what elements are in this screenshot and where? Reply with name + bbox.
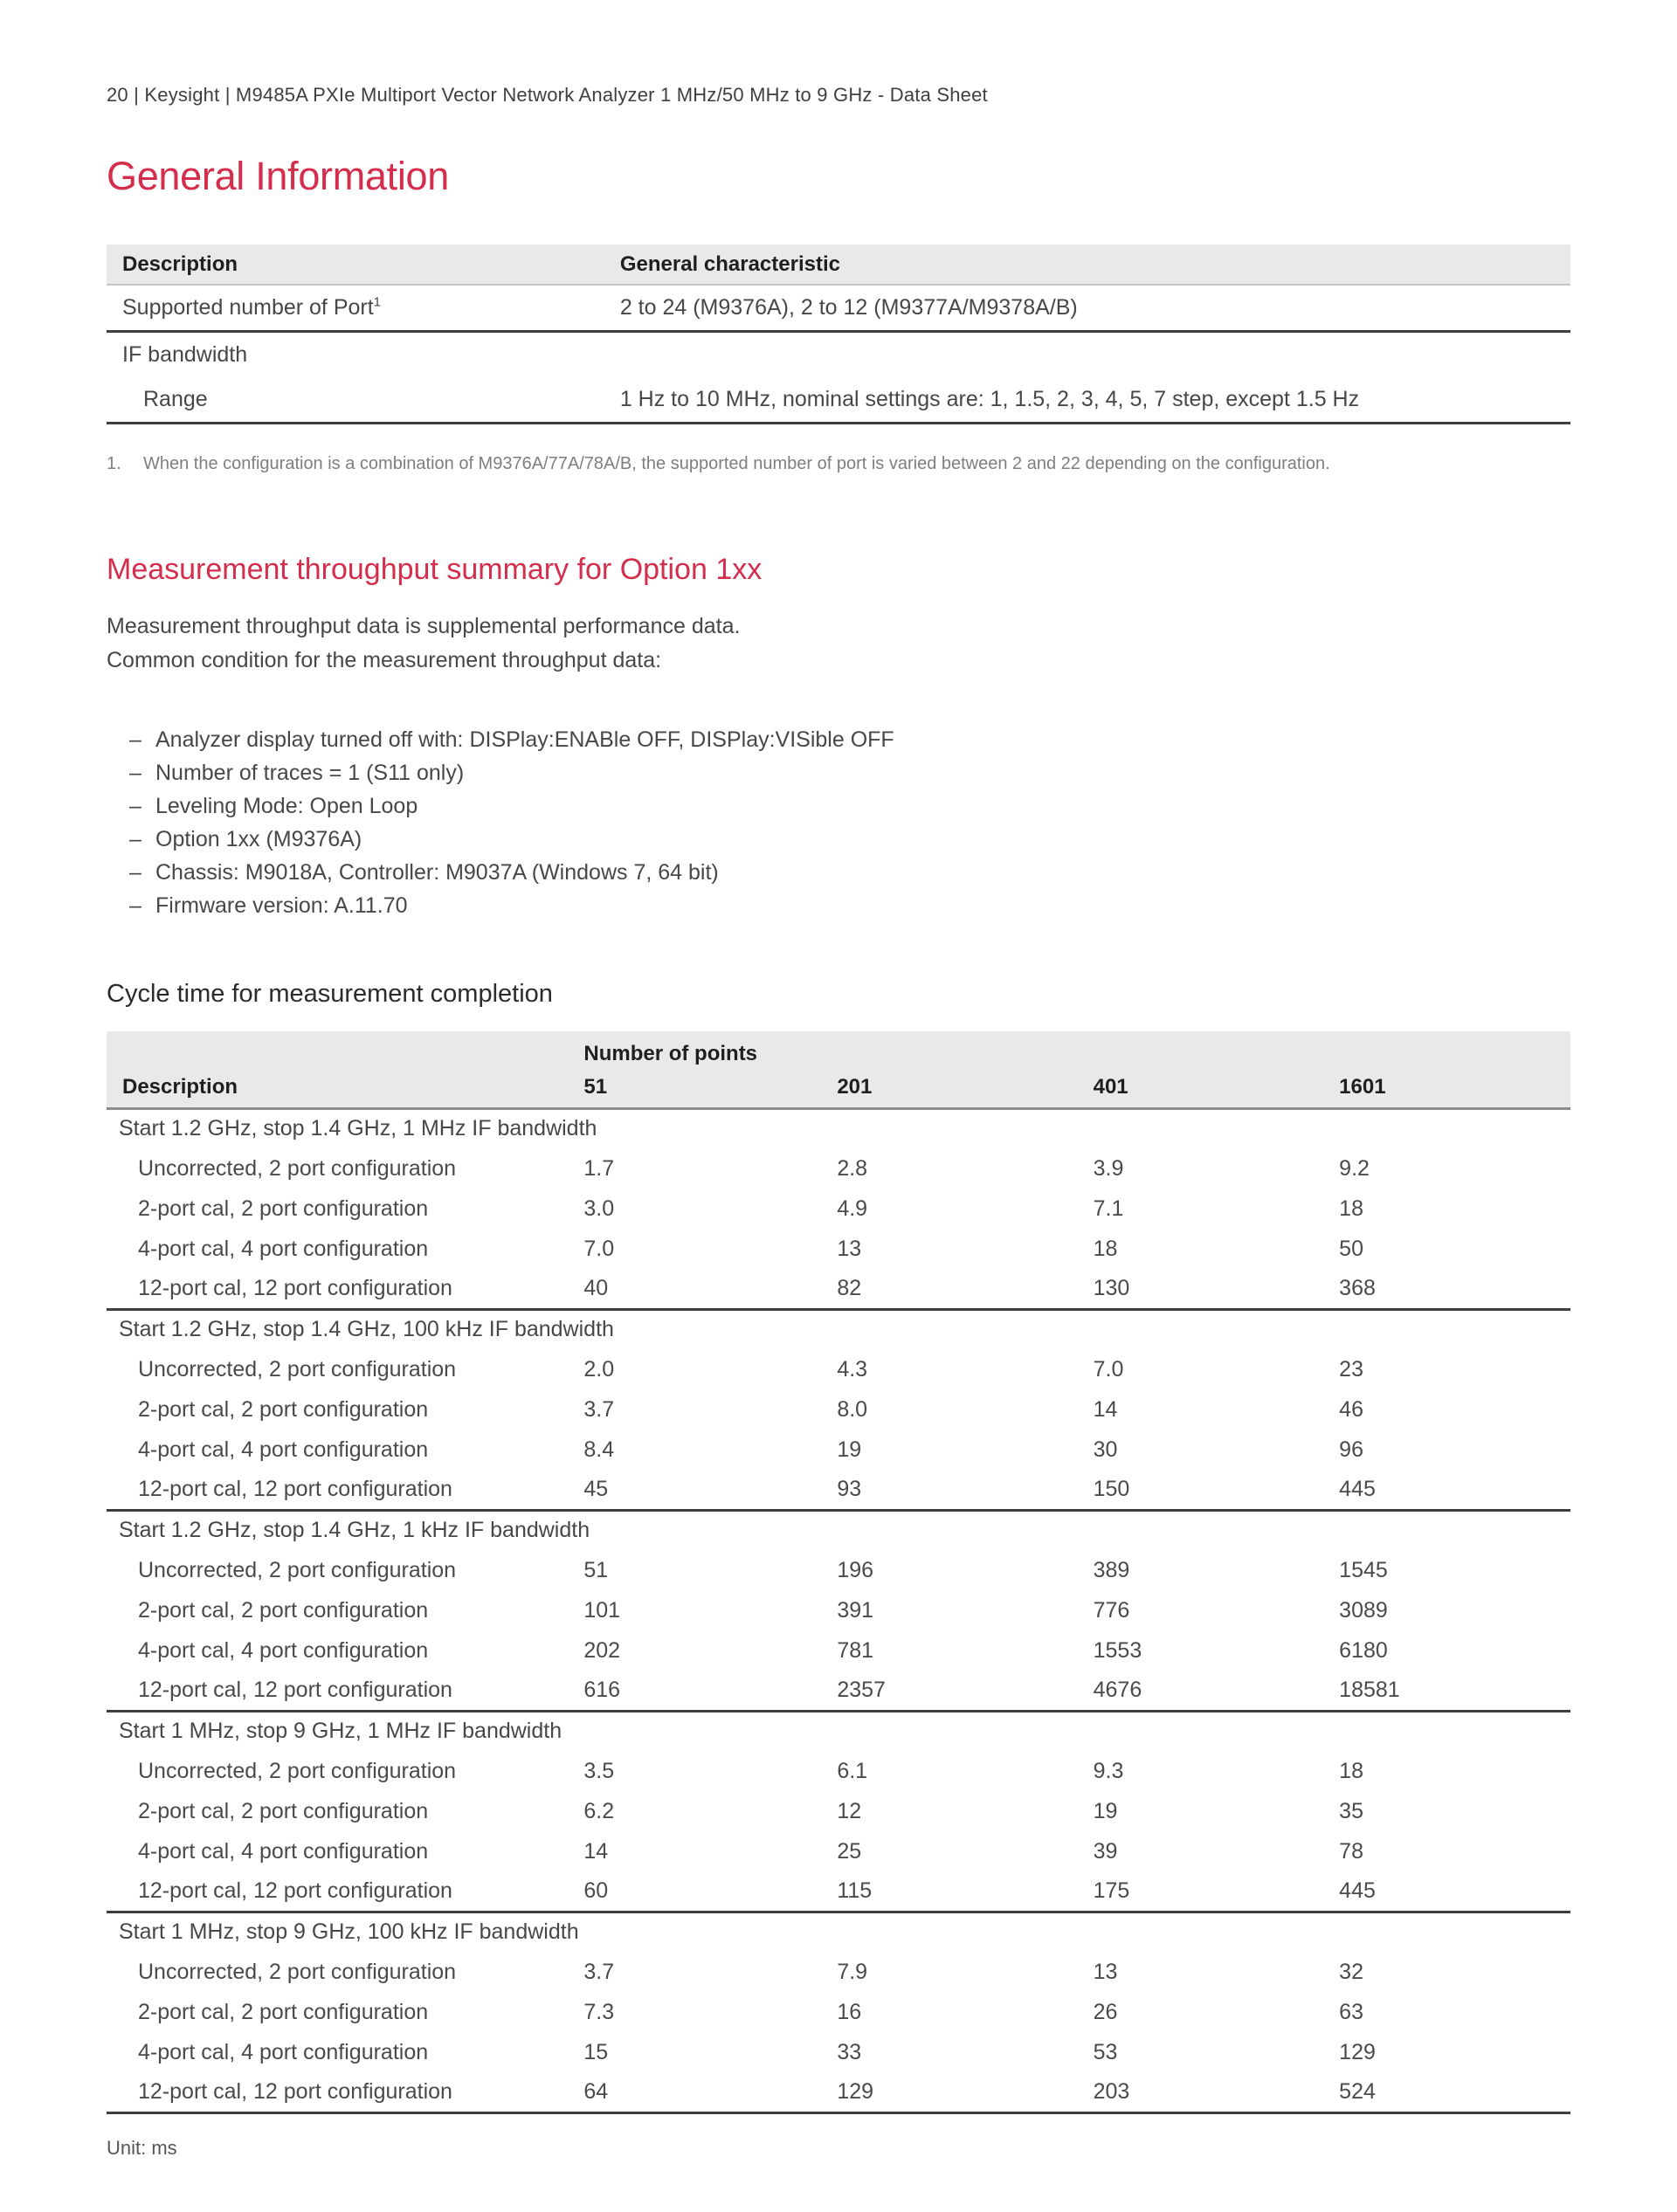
- cycle-value: 35: [1339, 1798, 1363, 1823]
- group-header-label: Start 1.2 GHz, stop 1.4 GHz, 1 kHz IF bandwidth: [119, 1518, 590, 1543]
- group-header-label: Start 1 MHz, stop 9 GHz, 1 MHz IF bandwidth: [119, 1719, 562, 1744]
- cycle-value: 46: [1339, 1396, 1363, 1422]
- cycle-table-row: [107, 1751, 1570, 1791]
- cycle-value: 616: [583, 1671, 837, 1711]
- points-header-row: [107, 1031, 1570, 1068]
- unit-note: Unit: ms: [107, 2136, 177, 2159]
- cycle-table-row: [107, 1791, 1570, 1831]
- condition-text: Firmware version: A.11.70: [155, 893, 408, 918]
- cycle-value: 40: [583, 1269, 837, 1309]
- cycle-value: 93: [837, 1470, 1093, 1510]
- row-label: 12-port cal, 12 port configuration: [107, 1871, 583, 1912]
- number-of-points-header: Number of points: [583, 1031, 1570, 1068]
- cycle-time-table: [107, 1031, 1570, 2114]
- cycle-value: 39: [1093, 1838, 1118, 1864]
- general-info-table: [107, 245, 1570, 424]
- general-table-row: [107, 285, 1570, 332]
- column-header-1601: 1601: [1339, 1068, 1570, 1108]
- cycle-value: 9.2: [1339, 1155, 1370, 1181]
- cycle-value: 82: [837, 1269, 1093, 1309]
- cycle-value: 18: [1093, 1236, 1118, 1261]
- cycle-value: 18581: [1339, 1671, 1570, 1711]
- cycle-value: 101: [583, 1597, 621, 1623]
- cycle-value: 129: [837, 2072, 1093, 2112]
- cycle-table-row: [107, 1952, 1570, 1992]
- cycle-table-row: [107, 1389, 1570, 1430]
- row-label: 12-port cal, 12 port configuration: [107, 1671, 583, 1711]
- cycle-value: 4.9: [837, 1196, 868, 1221]
- cycle-value: 2.8: [837, 1155, 868, 1181]
- dash-marker: –: [129, 761, 141, 785]
- intro-line-2: Common condition for the measurement throughput data:: [107, 648, 662, 672]
- cycle-table-row: [107, 1550, 1570, 1590]
- cycle-value: 19: [1093, 1798, 1118, 1823]
- cycle-value: 175: [1094, 1871, 1340, 1912]
- cycle-value: 1545: [1339, 1557, 1388, 1582]
- intro-line-1: Measurement throughput data is supplemental performance data.: [107, 614, 741, 638]
- row-label: [107, 285, 604, 332]
- cycle-value: 45: [583, 1470, 837, 1510]
- cycle-table-row: [107, 2072, 1570, 2112]
- cycle-table-row: [107, 1430, 1570, 1470]
- row-label: 2-port cal, 2 port configuration: [138, 1798, 429, 1823]
- group-header-row: [107, 1510, 1570, 1550]
- cycle-value: 7.0: [1093, 1356, 1124, 1382]
- cycle-table-row: [107, 1590, 1570, 1630]
- cycle-table-title: Cycle time for measurement completion: [107, 980, 553, 1008]
- cycle-value: 64: [583, 2072, 837, 2112]
- row-label: 4-port cal, 4 port configuration: [138, 1838, 429, 1864]
- row-label: 4-port cal, 4 port configuration: [138, 2039, 429, 2064]
- cycle-value: 96: [1339, 1437, 1363, 1462]
- cycle-value: 203: [1094, 2072, 1340, 2112]
- cycle-value: 18: [1339, 1196, 1363, 1221]
- cycle-value: 115: [837, 1871, 1093, 1912]
- group-header-row: [107, 1309, 1570, 1349]
- condition-text: Option 1xx (M9376A): [155, 827, 362, 851]
- row-label: Uncorrected, 2 port configuration: [138, 1557, 457, 1582]
- cycle-value: 1.7: [583, 1155, 615, 1181]
- cycle-value: 12: [837, 1798, 862, 1823]
- cycle-table-row: [107, 1470, 1570, 1510]
- row-label: 4-port cal, 4 port configuration: [138, 1236, 429, 1261]
- condition-text: Analyzer display turned off with: DISPlay:ENABle OFF, DISPlay:VISible OFF: [155, 727, 894, 752]
- cycle-value: 3.0: [583, 1196, 615, 1221]
- cycle-value: 9.3: [1093, 1758, 1124, 1783]
- cycle-value: 14: [1093, 1396, 1118, 1422]
- cycle-table-row: [107, 1992, 1570, 2032]
- cycle-value: 150: [1094, 1470, 1340, 1510]
- group-header-label: Start 1 MHz, stop 9 GHz, 100 kHz IF bandwidth: [119, 1919, 579, 1945]
- row-label-text: IF bandwidth: [122, 342, 248, 367]
- general-table-row: [107, 377, 1570, 424]
- cycle-table-row: [107, 1229, 1570, 1269]
- page-title: General Information: [107, 154, 450, 198]
- cycle-value: 15: [583, 2039, 609, 2064]
- cycle-value: 16: [837, 1999, 862, 2024]
- column-header-description: Description: [107, 245, 604, 285]
- condition-list: [107, 723, 1570, 922]
- page-header: 20 | Keysight | M9485A PXIe Multiport Vector Network Analyzer 1 MHz/50 MHz to 9 GHz - Data Sheet: [107, 84, 988, 106]
- cycle-value: 389: [1093, 1557, 1130, 1582]
- column-header-201: 201: [837, 1068, 1093, 1108]
- general-table-row: [107, 332, 1570, 378]
- cycle-value: 2.0: [583, 1356, 615, 1382]
- dash-marker: –: [129, 827, 141, 851]
- row-label: 12-port cal, 12 port configuration: [107, 1269, 583, 1309]
- dash-marker: –: [129, 893, 141, 918]
- cycle-table-row: [107, 1269, 1570, 1309]
- row-label: Uncorrected, 2 port configuration: [138, 1356, 457, 1382]
- group-header-row: [107, 1711, 1570, 1751]
- footnote-reference: 1: [373, 294, 382, 310]
- row-label: Uncorrected, 2 port configuration: [138, 1758, 457, 1783]
- cycle-value: 196: [837, 1557, 874, 1582]
- section-title-measurement-throughput: Measurement throughput summary for Option 1xx: [107, 553, 763, 586]
- cycle-value: 78: [1339, 1838, 1363, 1864]
- condition-item: [129, 856, 1570, 889]
- row-label: [107, 332, 604, 378]
- cycle-value: 4.3: [837, 1356, 868, 1382]
- condition-text: Number of traces = 1 (S11 only): [155, 761, 465, 785]
- column-header-row: [107, 1068, 1570, 1108]
- row-label: Uncorrected, 2 port configuration: [138, 1959, 457, 1984]
- group-header-row: [107, 1108, 1570, 1148]
- footnote-number: 1.: [107, 454, 121, 473]
- cycle-value: 129: [1339, 2039, 1376, 2064]
- cycle-value: 7.3: [583, 1999, 615, 2024]
- cycle-value: 50: [1339, 1236, 1363, 1261]
- cycle-value: 6.2: [583, 1798, 615, 1823]
- condition-item: [129, 789, 1570, 823]
- empty-header-cell: [107, 1031, 583, 1068]
- cycle-table-row: [107, 1349, 1570, 1389]
- condition-text: Leveling Mode: Open Loop: [155, 794, 418, 818]
- condition-item: [129, 723, 1570, 756]
- column-header-general-characteristic: General characteristic: [604, 245, 1570, 285]
- cycle-value: 445: [1339, 1871, 1570, 1912]
- row-label: 2-port cal, 2 port configuration: [138, 1597, 429, 1623]
- cycle-value: 13: [1093, 1959, 1118, 1984]
- cycle-value: 14: [583, 1838, 609, 1864]
- footnote-text: When the configuration is a combination of M9376A/77A/78A/B, the supported number of port is varied between 2 and 22 depending on the configuration.: [143, 454, 1330, 473]
- condition-item: [129, 756, 1570, 789]
- cycle-value: 32: [1339, 1959, 1363, 1984]
- cycle-table-row: [107, 1189, 1570, 1229]
- cycle-value: 13: [837, 1236, 862, 1261]
- row-label: 2-port cal, 2 port configuration: [138, 1999, 429, 2024]
- cycle-value: 3.5: [583, 1758, 615, 1783]
- column-header-51: 51: [583, 1068, 837, 1108]
- cycle-value: 1553: [1093, 1637, 1142, 1663]
- row-label: 4-port cal, 4 port configuration: [138, 1637, 429, 1663]
- row-label: 2-port cal, 2 port configuration: [138, 1396, 429, 1422]
- cycle-value: 8.0: [837, 1396, 868, 1422]
- cycle-value: 6.1: [837, 1758, 868, 1783]
- cycle-value: 51: [583, 1557, 609, 1582]
- cycle-table-row: [107, 1148, 1570, 1189]
- row-label-text: Range: [143, 387, 208, 411]
- cycle-table-row: [107, 2032, 1570, 2072]
- cycle-value: 3089: [1339, 1597, 1388, 1623]
- cycle-table-row: [107, 1831, 1570, 1871]
- cycle-value: 445: [1339, 1470, 1570, 1510]
- cycle-value: 391: [837, 1597, 874, 1623]
- cycle-table-row: [107, 1671, 1570, 1711]
- dash-marker: –: [129, 794, 141, 818]
- cycle-value: 202: [583, 1637, 621, 1663]
- cycle-value: 130: [1094, 1269, 1340, 1309]
- cycle-value: 6180: [1339, 1637, 1388, 1663]
- column-header-401: 401: [1094, 1068, 1340, 1108]
- cycle-value: 524: [1339, 2072, 1570, 2112]
- row-label: [107, 377, 604, 424]
- footnote: [107, 454, 1570, 474]
- cycle-value: 7.9: [837, 1959, 868, 1984]
- cycle-table-row: [107, 1871, 1570, 1912]
- dash-marker: –: [129, 727, 141, 752]
- cycle-value: 2357: [837, 1671, 1093, 1711]
- condition-text: Chassis: M9018A, Controller: M9037A (Windows 7, 64 bit): [155, 860, 719, 885]
- cycle-value: 4676: [1094, 1671, 1340, 1711]
- row-value: [604, 332, 1570, 378]
- condition-item: [129, 823, 1570, 856]
- cycle-value: 26: [1093, 1999, 1118, 2024]
- group-header-row: [107, 1912, 1570, 1952]
- cycle-value: 30: [1093, 1437, 1118, 1462]
- row-label: 2-port cal, 2 port configuration: [138, 1196, 429, 1221]
- row-label-text: Supported number of Port: [122, 295, 374, 320]
- condition-item: [129, 889, 1570, 922]
- row-label: 4-port cal, 4 port configuration: [138, 1437, 429, 1462]
- dash-marker: –: [129, 860, 141, 885]
- cycle-value: 23: [1339, 1356, 1363, 1382]
- row-label: 12-port cal, 12 port configuration: [107, 1470, 583, 1510]
- cycle-value: 8.4: [583, 1437, 615, 1462]
- cycle-value: 53: [1093, 2039, 1118, 2064]
- cycle-value: 33: [837, 2039, 862, 2064]
- cycle-value: 776: [1093, 1597, 1130, 1623]
- cycle-value: 18: [1339, 1758, 1363, 1783]
- cycle-value: 368: [1339, 1269, 1570, 1309]
- column-header-description: Description: [107, 1068, 583, 1108]
- row-label: Uncorrected, 2 port configuration: [138, 1155, 457, 1181]
- row-value: 1 Hz to 10 MHz, nominal settings are: 1, 1.5, 2, 3, 4, 5, 7 step, except 1.5 Hz: [604, 377, 1570, 424]
- row-value: 2 to 24 (M9376A), 2 to 12 (M9377A/M9378A/B): [604, 285, 1570, 332]
- cycle-value: 7.1: [1093, 1196, 1124, 1221]
- group-header-label: Start 1.2 GHz, stop 1.4 GHz, 1 MHz IF bandwidth: [119, 1116, 597, 1141]
- group-header-label: Start 1.2 GHz, stop 1.4 GHz, 100 kHz IF bandwidth: [119, 1317, 614, 1342]
- cycle-value: 3.7: [583, 1396, 615, 1422]
- cycle-value: 781: [837, 1637, 874, 1663]
- cycle-value: 7.0: [583, 1236, 615, 1261]
- cycle-value: 63: [1339, 1999, 1363, 2024]
- cycle-value: 60: [583, 1871, 837, 1912]
- cycle-table-row: [107, 1630, 1570, 1671]
- general-table-header-row: [107, 245, 1570, 285]
- cycle-value: 25: [837, 1838, 862, 1864]
- cycle-value: 19: [837, 1437, 862, 1462]
- row-label: 12-port cal, 12 port configuration: [107, 2072, 583, 2112]
- cycle-value: 3.9: [1093, 1155, 1124, 1181]
- cycle-value: 3.7: [583, 1959, 615, 1984]
